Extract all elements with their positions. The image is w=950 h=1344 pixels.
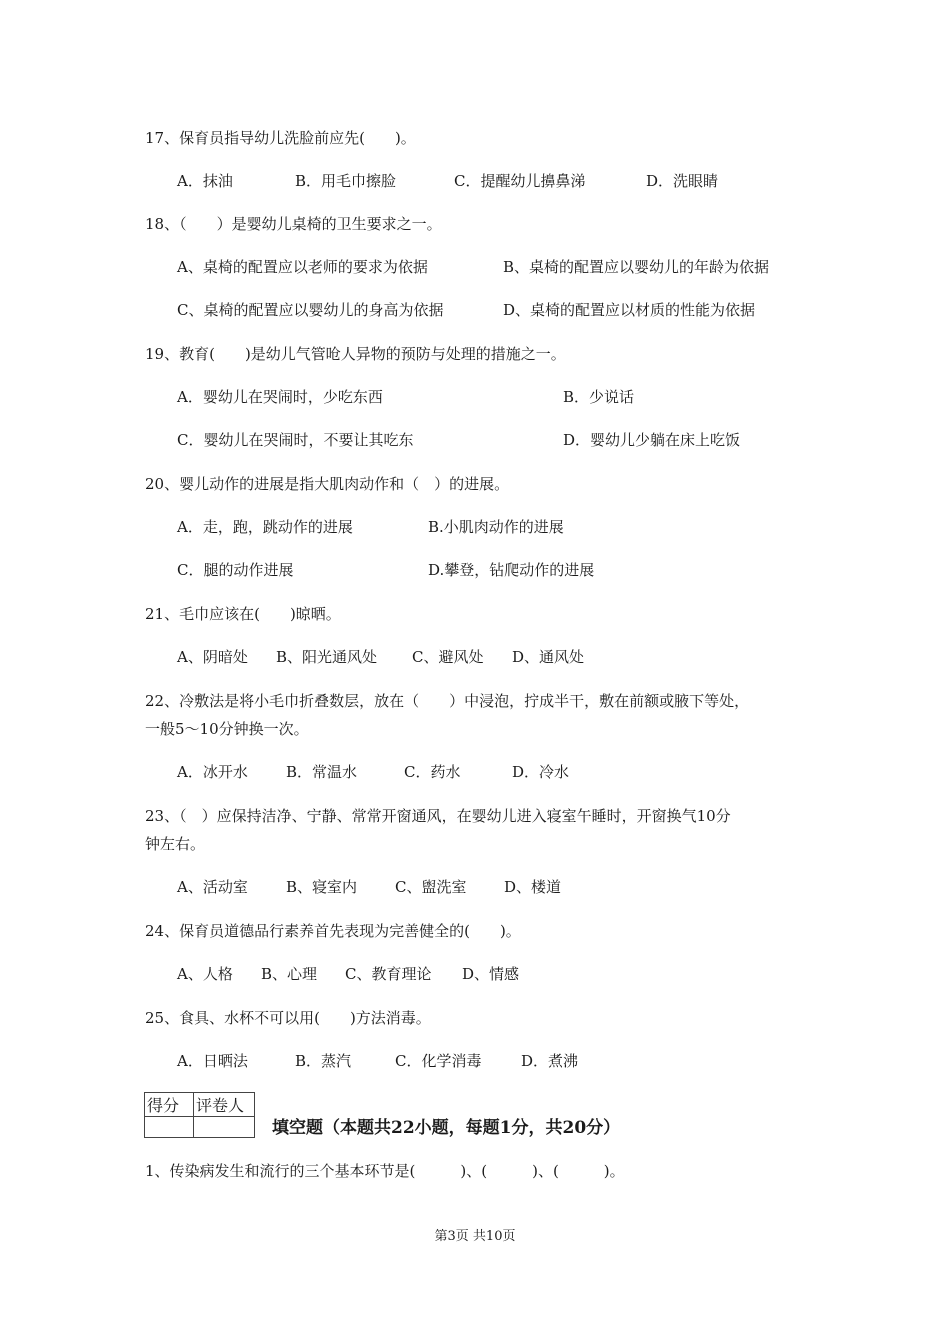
section-title: 填空题（本题共22小题，每题1分，共20分） xyxy=(272,1118,621,1138)
question-19-option-a: A．婴幼儿在哭闹时，少吃东西 xyxy=(177,388,383,406)
question-25-option-b: B．蒸汽 xyxy=(295,1052,352,1070)
question-25-stem: 25、食具、水杯不可以用( )方法消毒。 xyxy=(145,1009,431,1027)
question-20-option-c: C．腿的动作进展 xyxy=(177,561,294,579)
question-24-option-b: B、心理 xyxy=(261,965,318,983)
question-20-option-d: D.攀登，钻爬动作的进展 xyxy=(428,561,595,579)
question-22-option-d: D．冷水 xyxy=(512,763,570,781)
question-24-option-c: C、教育理论 xyxy=(345,965,432,983)
question-24-option-d: D、情感 xyxy=(462,965,520,983)
question-18-option-d: D、桌椅的配置应以材质的性能为依据 xyxy=(503,301,756,319)
question-21-option-c: C、避风处 xyxy=(412,648,484,666)
question-17-option-d: D．洗眼睛 xyxy=(646,172,719,190)
question-23-option-b: B、寝室内 xyxy=(286,878,358,896)
question-25-option-a: A．日晒法 xyxy=(177,1052,248,1070)
question-18-option-b: B、桌椅的配置应以婴幼儿的年龄为依据 xyxy=(503,258,770,276)
question-25-option-d: D．煮沸 xyxy=(521,1052,579,1070)
question-20-stem: 20、婴儿动作的进展是指大肌肉动作和（ ）的进展。 xyxy=(145,475,510,493)
question-17-stem: 17、保育员指导幼儿洗脸前应先( )。 xyxy=(145,129,416,147)
score-header: 得分 xyxy=(145,1093,194,1117)
fill-question-1: 1、传染病发生和流行的三个基本环节是( )、( )、( )。 xyxy=(145,1162,625,1180)
question-17-option-c: C．提醒幼儿擤鼻涕 xyxy=(454,172,586,190)
question-18-option-c: C、桌椅的配置应以婴幼儿的身高为依据 xyxy=(177,301,444,319)
question-20-option-a: A．走，跑，跳动作的进展 xyxy=(177,518,353,536)
question-23-stem-line-1: 23、（ ）应保持洁净、宁静、常常开窗通风，在婴幼儿进入寝室午睡时，开窗换气10分 xyxy=(145,807,731,825)
question-25-option-c: C．化学消毒 xyxy=(395,1052,482,1070)
question-19-stem: 19、教育( )是幼儿气管呛人异物的预防与处理的措施之一。 xyxy=(145,345,566,363)
question-24-option-a: A、人格 xyxy=(177,965,233,983)
question-21-option-b: B、阳光通风处 xyxy=(276,648,378,666)
page-number: 第3页 共10页 xyxy=(434,1229,516,1244)
question-22-option-a: A．冰开水 xyxy=(177,763,248,781)
question-22-option-b: B．常温水 xyxy=(286,763,358,781)
grader-cell xyxy=(194,1117,255,1138)
question-24-stem: 24、保育员道德品行素养首先表现为完善健全的( )。 xyxy=(145,922,521,940)
question-23-option-a: A、活动室 xyxy=(177,878,248,896)
question-17-option-a: A．抹油 xyxy=(177,172,233,190)
score-cell xyxy=(145,1117,194,1138)
question-17-option-b: B．用毛巾擦脸 xyxy=(295,172,397,190)
question-23-option-d: D、楼道 xyxy=(504,878,562,896)
question-19-option-c: C．婴幼儿在哭闹时，不要让其吃东 xyxy=(177,431,414,449)
question-22-stem-line-1: 22、冷敷法是将小毛巾折叠数层，放在（ ）中浸泡，拧成半干，敷在前额或腋下等处， xyxy=(145,692,750,710)
question-19-option-d: D．婴幼儿少躺在床上吃饭 xyxy=(563,431,741,449)
question-21-option-a: A、阴暗处 xyxy=(177,648,248,666)
question-18-option-a: A、桌椅的配置应以老师的要求为依据 xyxy=(177,258,428,276)
question-23-option-c: C、盥洗室 xyxy=(395,878,467,896)
question-23-stem-line-2: 钟左右。 xyxy=(145,835,206,853)
question-18-stem: 18、（ ）是婴幼儿桌椅的卫生要求之一。 xyxy=(145,215,442,233)
grader-header: 评卷人 xyxy=(194,1093,255,1117)
score-table xyxy=(144,1092,255,1138)
question-20-option-b: B.小肌肉动作的进展 xyxy=(428,518,564,536)
question-21-option-d: D、通风处 xyxy=(512,648,585,666)
question-22-stem-line-2: 一般5～10分钟换一次。 xyxy=(145,720,309,738)
question-22-option-c: C．药水 xyxy=(404,763,461,781)
question-19-option-b: B．少说话 xyxy=(563,388,635,406)
question-21-stem: 21、毛巾应该在( )晾晒。 xyxy=(145,605,341,623)
